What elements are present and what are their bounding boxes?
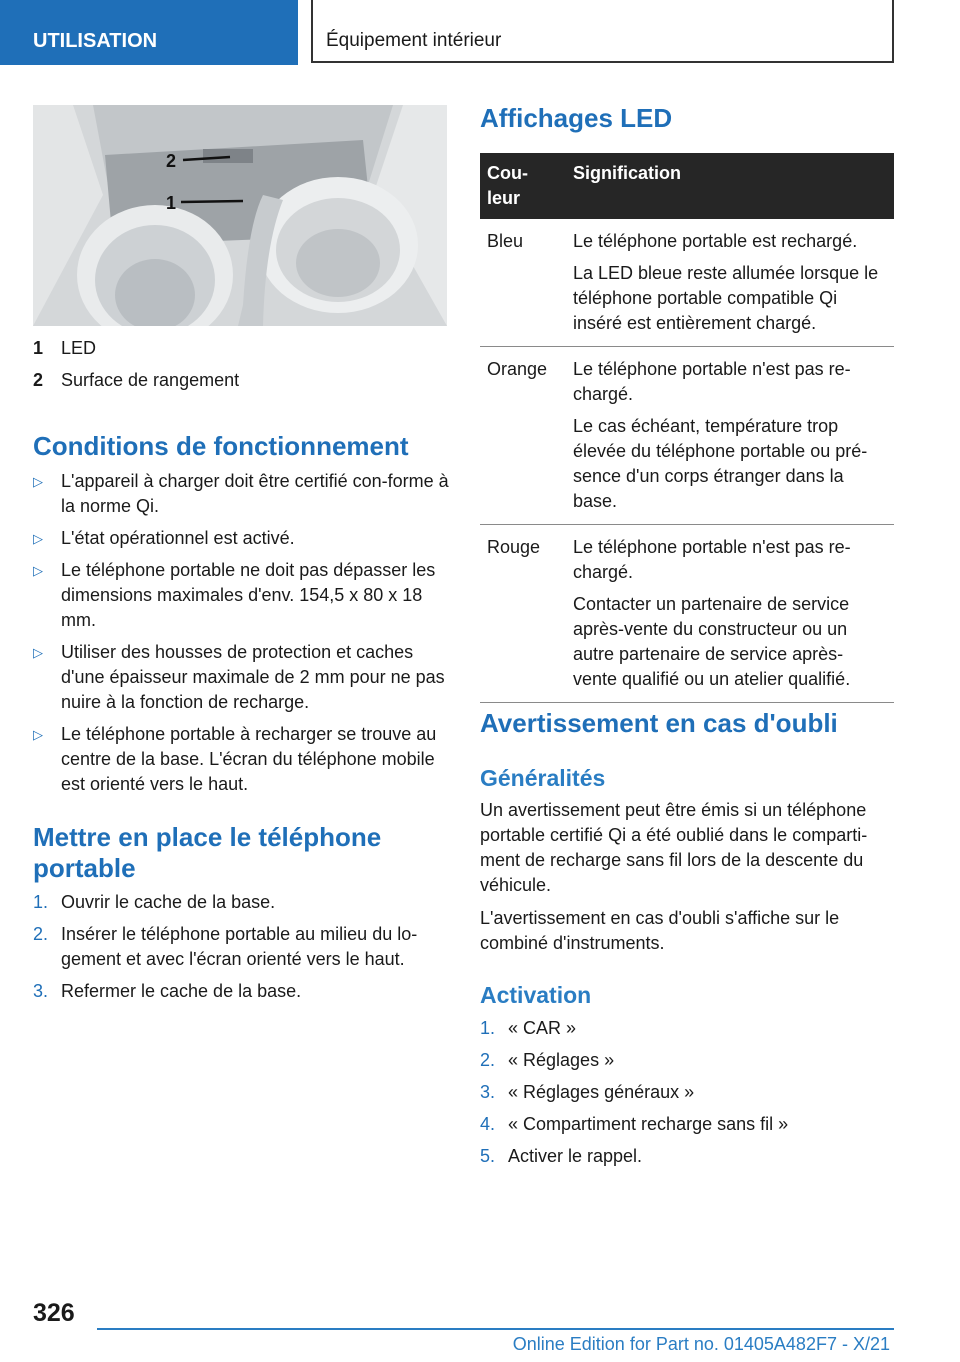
activation-steps [480,1016,894,1176]
list-item-text: L'appareil à charger doit être certifié con-forme à la norme Qi. [61,471,449,516]
led-meaning-text: Le téléphone portable n'est pas re-chargé. [573,359,851,404]
step-text: Activer le rappel. [508,1146,643,1166]
step-item [33,979,453,1004]
led-meaning-note: La LED bleue reste allumée lorsque le téléphone portable compatible Qi inséré est entièrement chargé. [573,263,879,333]
triangle-bullet-icon: ▷ [33,563,43,578]
triangle-bullet-icon: ▷ [33,727,43,742]
led-table [480,153,894,703]
step-number: 2. [33,924,49,944]
conditions-list [33,469,453,804]
led-meaning-cell [566,347,894,525]
led-color-cell: Orange [480,347,566,525]
step-item [480,1112,894,1137]
footer-edition-text: Online Edition for Part no. 01405A482F7 - X/21 [512,1334,890,1354]
table-row [480,347,894,525]
list-item-text: Utiliser des housses de protection et caches d'une épaisseur maximale de 2 mm pour ne pas nuire à la fonction de recharge. [61,642,445,712]
list-item [33,558,453,633]
led-meaning-text: Le téléphone portable est rechargé. [573,231,858,251]
column-header-meaning: Signification [566,153,894,219]
step-number: 1. [480,1018,496,1038]
wireless-charging-tray-photo [33,105,447,326]
step-number: 3. [480,1082,496,1102]
led-meaning-note: Le cas échéant, température trop élevée du téléphone portable ou pré-sence d'un corps étranger dans la base. [573,416,868,511]
led-meaning-cell [566,525,894,703]
step-number: 3. [33,981,49,1001]
header-chapter-box [311,0,894,63]
conditions-heading: Conditions de fonctionnement [33,431,409,461]
led-meaning-text: Le téléphone portable n'est pas re-chargé. [573,537,851,582]
step-item [33,890,453,915]
legend-number: 2 [33,370,44,390]
header-chapter-label: Équipement intérieur [326,30,502,51]
footer-divider [97,1328,894,1330]
photo-illustration [33,105,447,326]
figure-label-1: 1 [166,193,177,213]
step-text: Ouvrir le cache de la base. [61,892,276,912]
step-text: « CAR » [508,1018,577,1038]
column-header-color: Cou-leur [480,153,566,219]
reminder-heading: Avertissement en cas d'oubli [480,708,838,738]
triangle-bullet-icon: ▷ [33,531,43,546]
step-text: « Réglages généraux » [508,1082,695,1102]
led-meaning-cell [566,219,894,347]
figure-label-2: 2 [166,151,177,171]
table-row [480,525,894,703]
list-item [33,640,453,715]
list-item-text: Le téléphone portable à recharger se trouve au centre de la base. L'écran du téléphone mobile est orienté vers le haut. [61,724,437,794]
triangle-bullet-icon: ▷ [33,645,43,660]
step-number: 1. [33,892,49,912]
table-row [480,219,894,347]
led-heading: Affichages LED [480,103,673,133]
table-header-row [480,153,894,219]
general-paragraph-2: L'avertissement en cas d'oubli s'affiche sur le combiné d'instruments. [480,908,840,953]
list-item-text: Le téléphone portable ne doit pas dépasser les dimensions maximales d'env. 154,5 x 80 x 18 mm. [61,560,436,630]
step-item [480,1144,894,1169]
step-text: « Réglages » [508,1050,615,1070]
triangle-bullet-icon: ▷ [33,474,43,489]
header-section-tab [0,0,298,65]
page-number: 326 [33,1299,75,1327]
led-meaning-note: Contacter un partenaire de service après-vente du constructeur ou un autre partenaire de service après-vente qualifié ou un atelier qualifié. [573,594,851,689]
list-item-text: L'état opérationnel est activé. [61,528,295,548]
placement-heading: Mettre en place le téléphone portable [33,822,382,883]
led-color-cell: Rouge [480,525,566,703]
step-item [480,1016,894,1041]
legend-number: 1 [33,338,44,358]
step-number: 2. [480,1050,496,1070]
led-color-cell: Bleu [480,219,566,347]
legend-text: LED [61,338,97,358]
activation-subheading: Activation [480,982,592,1008]
step-item [480,1048,894,1073]
step-text: Refermer le cache de la base. [61,981,302,1001]
step-text: « Compartiment recharge sans fil » [508,1114,789,1134]
list-item [33,526,453,551]
step-text: Insérer le téléphone portable au milieu du lo-gement et avec l'écran orienté vers le haut. [61,924,418,969]
step-item [480,1080,894,1105]
header-section-label: UTILISATION [33,30,158,52]
step-item [33,922,453,972]
legend-text: Surface de rangement [61,370,240,390]
placement-steps [33,890,453,1011]
list-item [33,722,453,797]
list-item [33,469,453,519]
general-paragraph-1: Un avertissement peut être émis si un téléphone portable certifié Qi a été oublié dans le comparti-ment de recharge sans fil lors de la descente du véhicule. [480,800,868,895]
step-number: 5. [480,1146,496,1166]
step-number: 4. [480,1114,496,1134]
general-subheading: Généralités [480,765,606,791]
